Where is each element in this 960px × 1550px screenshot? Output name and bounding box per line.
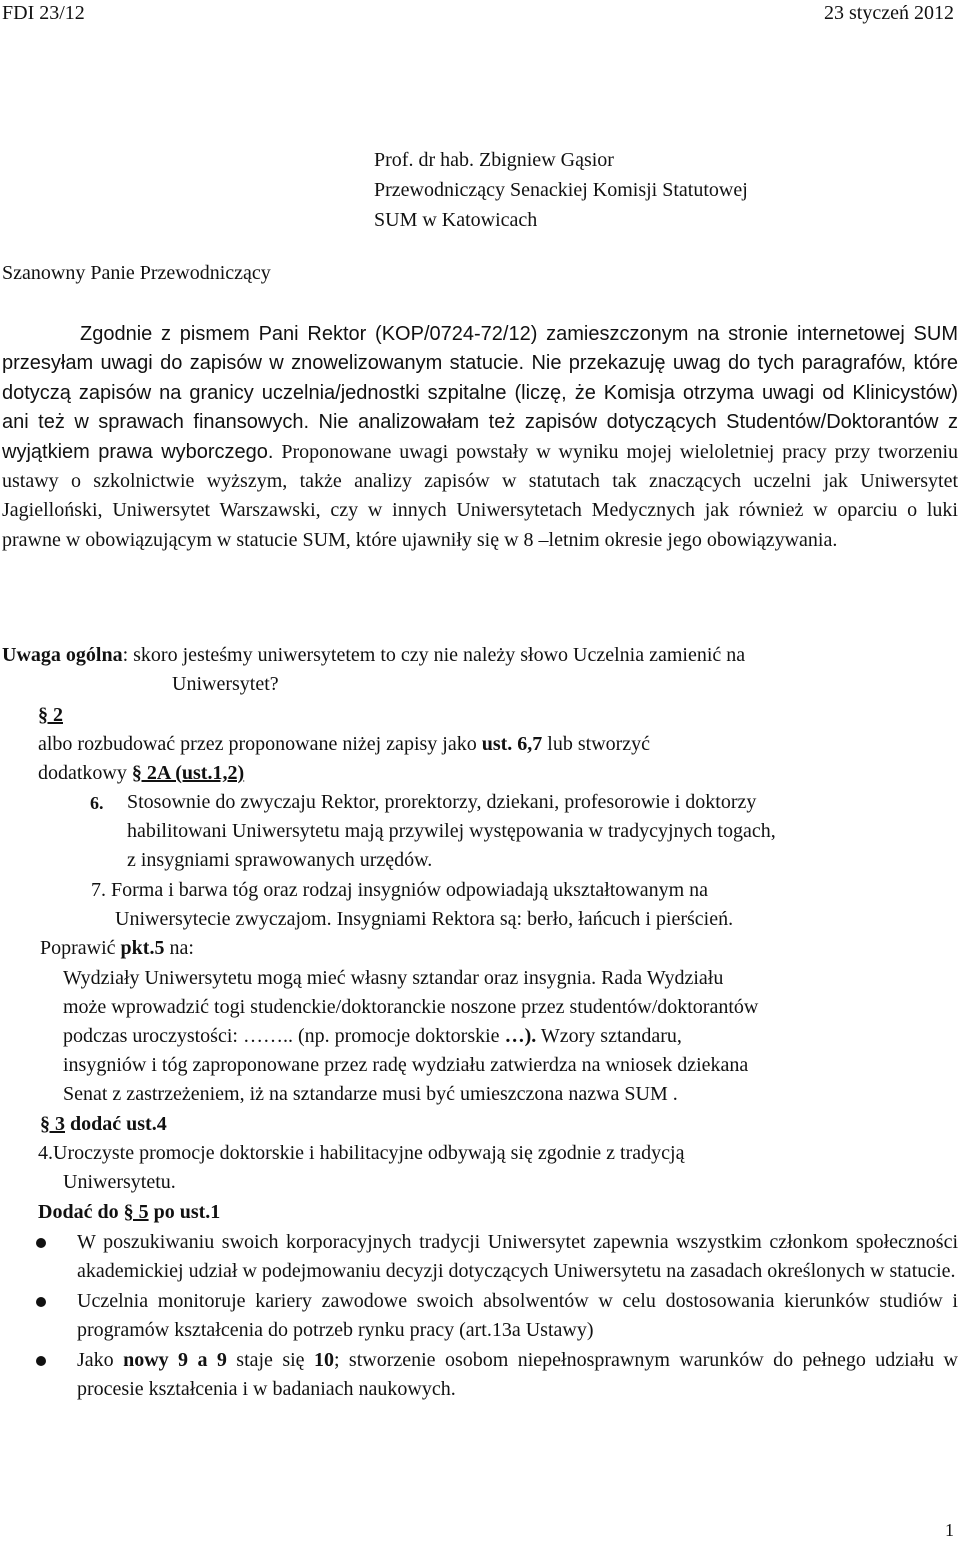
add-5-heading: Dodać do § 5 po ust.1 [38, 1201, 221, 1223]
section-2-text-c: lub stworzyć [542, 733, 651, 755]
section-2-heading: § 2 [38, 704, 63, 726]
section-3-line-1: 4.Uroczyste promocje doktorskie i habilitacyjne odbywają się zgodnie z tradycją [38, 1142, 685, 1164]
general-note [2, 641, 745, 670]
section-2-text-d: dodatkowy [38, 762, 132, 784]
bullet-item: Jako nowy 9 a 9 staje się 10; stworzenie osobom niepełnosprawnym warunków do pełnego udziału w procesie kształcenia i w badaniach naukowych. [0, 1346, 958, 1405]
addressee-title: Przewodniczący Senackiej Komisji Statutowej [374, 179, 748, 201]
fix-5-line-3: podczas uroczystości: …….. (np. promocje doktorskie …). Wzory sztandaru, [63, 1025, 682, 1047]
section-2a-ref: § 2A (ust.1,2) [131, 762, 245, 784]
bullet-icon [36, 1297, 46, 1307]
item-6-line-2: habilitowani Uniwersytetu mają przywilej występowania w tradycyjnych togach, [127, 820, 776, 842]
document-code: FDI 23/12 [2, 2, 85, 24]
item-6-number: 6. [90, 793, 104, 813]
section-2-text-b: ust. 6,7 [481, 733, 543, 755]
addressee-institution: SUM w Katowicach [374, 209, 538, 231]
page-number: 1 [945, 1520, 954, 1540]
item-6-line-3: z insygniami sprawowanych urzędów. [127, 849, 433, 871]
bullet-list [0, 1228, 958, 1404]
general-note-text: : skoro jesteśmy uniwersytetem to czy nie należy słowo Uczelnia zamienić na [122, 644, 746, 666]
intro-paragraph [2, 320, 958, 555]
item-7-line-1: 7. Forma i barwa tóg oraz rodzaj insygniów odpowiadają ukształtowanym na [91, 879, 709, 901]
addressee-block [374, 145, 748, 235]
fix-5-line-5: Senat z zastrzeżeniem, iż na sztandarze musi być umieszczona nazwa SUM . [63, 1083, 678, 1105]
addressee-name: Prof. dr hab. Zbigniew Gąsior [374, 149, 614, 171]
intro-part-2: Proponowane uwagi powstały w wyniku mojej wieloletniej pracy przy tworzeniu ustawy o szkolnictwie wyższym, także analizy zapisów w statutach tak znaczących uczelni jak Uniwersytet Jagielloński, Uniwersytet Warszawski, czy w innych Uniwersytetach Medycznych jak również w oparciu o luki prawne w obowiązującym w statucie SUM, które ujawniły się w 8 –letnim okresie jego obowiązywania. [2, 440, 958, 551]
section-2-line-2 [38, 759, 244, 788]
bullet-icon [36, 1238, 46, 1248]
general-note-label: Uwaga ogólna [2, 644, 123, 666]
section-3-heading: § 3 dodać ust.4 [40, 1113, 167, 1135]
bullet-item: Uczelnia monitoruje kariery zawodowe swoich absolwentów w celu dostosowania kierunków studiów i programów kształcenia do potrzeb rynku pracy (art.13a Ustawy) [0, 1287, 958, 1346]
item-7-line-2: Uniwersytecie zwyczajom. Insygniami Rektora są: berło, łańcuch i pierścień. [115, 908, 734, 930]
section-2-text-a: albo rozbudować przez proponowane niżej zapisy jako [38, 733, 482, 755]
section-3-line-2: Uniwersytetu. [63, 1171, 176, 1193]
intro-part-1: Zgodnie z pismem Pani Rektor (KOP/0724-72/12) zamieszczonym na stronie internetowej SUM przesyłam uwagi do zapisów w znowelizowanym statucie. Nie przekazuję uwag do tych paragrafów, które dotyczą zapisów na granicy uczelnia/jednostki szpitalne (liczę, że Komisja otrzyma uwagi od Klinicystów) ani też w sprawach finansowych. Nie analizowałam też zapisów dotyczących Studentów/Doktorantów z wyjątkiem prawa wyborczego. [2, 323, 958, 463]
document-date: 23 styczeń 2012 [824, 2, 954, 24]
general-note-continuation: Uniwersytet? [172, 673, 279, 695]
section-2-line-1 [38, 730, 650, 759]
fix-5-line-2: może wprowadzić togi studenckie/doktoranckie noszone przez studentów/doktorantów [63, 996, 759, 1018]
fix-5-heading: Poprawić pkt.5 na: [40, 937, 194, 959]
salutation: Szanowny Panie Przewodniczący [2, 262, 271, 284]
item-6-line-1: Stosownie do zwyczaju Rektor, prorektorzy, dziekani, profesorowie i doktorzy [127, 791, 757, 813]
fix-5-line-1: Wydziały Uniwersytetu mogą mieć własny sztandar oraz insygnia. Rada Wydziału [63, 967, 724, 989]
bullet-item: W poszukiwaniu swoich korporacyjnych tradycji Uniwersytet zapewnia wszystkim członkom społeczności akademickiej udział w podejmowaniu decyzji dotyczących Uniwersytetu na zasadach określonych w statucie. [0, 1228, 958, 1287]
fix-5-line-4: insygniów i tóg zaproponowane przez radę wydziału zatwierdza na wniosek dziekana [63, 1054, 749, 1076]
bullet-icon [36, 1356, 46, 1366]
